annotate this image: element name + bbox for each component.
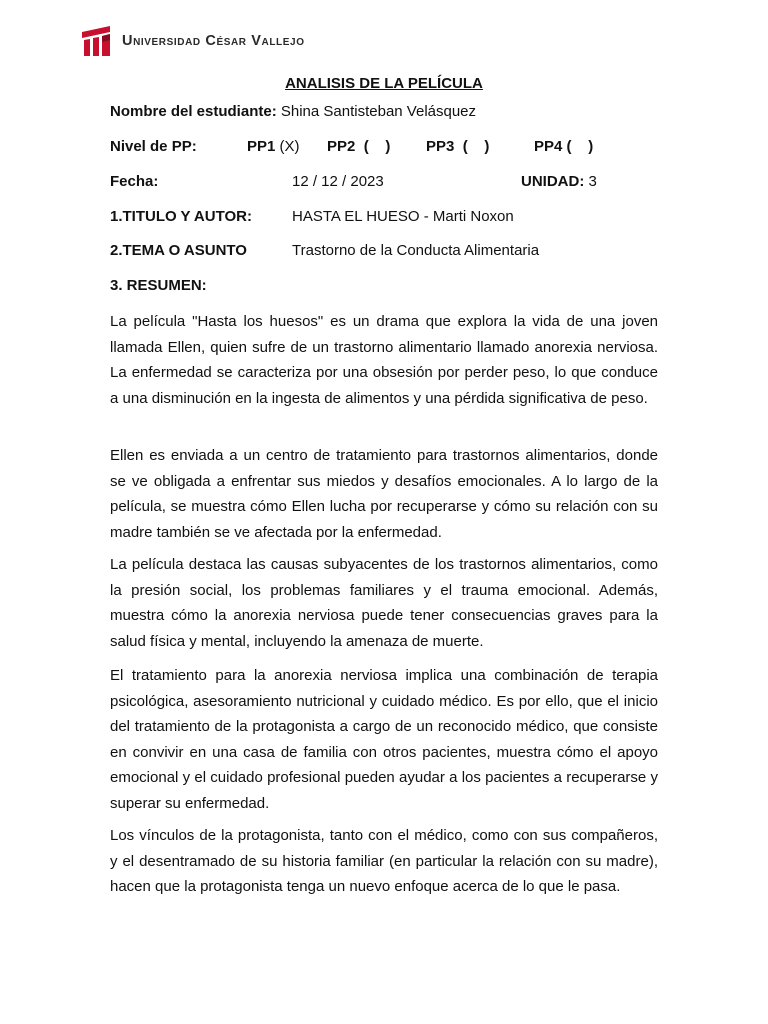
title-author-label: 1.TITULO Y AUTOR: (110, 208, 252, 225)
pp3-mark: ( ) (454, 138, 490, 155)
pp2-option (327, 138, 390, 156)
university-logo (80, 22, 305, 60)
pp3-option (426, 138, 489, 156)
level-label: Nivel de PP: (110, 138, 197, 155)
pp1-mark: (X) (275, 138, 300, 155)
date-value: 12 / 12 / 2023 (292, 173, 384, 190)
pp1-option (247, 138, 300, 156)
pp2-label: PP2 (327, 138, 356, 155)
summary-paragraph: La película "Hasta los huesos" es un drama que explora la vida de una joven llamada Ellen, quien sufre de un trastorno alimentario llamado anorexia nerviosa. La enfermedad se caracteriza por una obsesión por perder peso, lo que conduce a una disminución en la ingesta de alimentos y una pérdida significativa de peso. (110, 313, 658, 407)
pp2-mark: ( ) (355, 138, 391, 155)
unit-label: UNIDAD: (521, 173, 585, 190)
topic-label: 2.TEMA O ASUNTO (110, 242, 247, 259)
summary-paragraph: Los vínculos de la protagonista, tanto con el médico, como con sus compañeros, y el desentramado de su historia familiar (en particular la relación con su madre), hacen que la protagonista tenga un nuevo enfoque acerca de lo que le pasa. (110, 827, 658, 895)
summary-paragraph: El tratamiento para la anorexia nerviosa implica una combinación de terapia psicológica, asesoramiento nutricional y cuidado médico. Es por ello, que el inicio del tratamiento de la protagonista a cargo de un reconocido médico, que consiste en convivir en una casa de familia con otros pacientes, muestra cómo el apoyo emocional y el cuidado profesional pueden ayudar a los pacientes a recuperarse y superar su enfermedad. (110, 667, 658, 812)
document-title: ANALISIS DE LA PELÍCULA (285, 75, 483, 92)
ucv-logo-icon (80, 24, 114, 58)
summary-paragraph: La película destaca las causas subyacentes de los trastornos alimentarios, como la presión social, los problemas familiares y el trauma emocional. Además, muestra cómo la anorexia nerviosa puede tener consecuencias graves para la salud física y mental, incluyendo la amenaza de muerte. (110, 556, 658, 650)
summary-paragraph: Ellen es enviada a un centro de tratamiento para trastornos alimentarios, donde se ve obligada a enfrentar sus miedos y desafíos emocionales. A lo largo de la película, se muestra cómo Ellen lucha por recuperarse y cómo su relación con su madre también se ve afectada por la enfermedad. (110, 447, 658, 541)
unit-row (521, 173, 597, 191)
student-value: Shina Santisteban Velásquez (276, 103, 477, 120)
pp1-label: PP1 (247, 138, 276, 155)
student-label: Nombre del estudiante: (110, 103, 277, 120)
title-author-value: HASTA EL HUESO - Marti Noxon (292, 208, 514, 225)
student-row (110, 103, 476, 121)
pp3-label: PP3 (426, 138, 455, 155)
date-label: Fecha: (110, 173, 159, 190)
university-name: Universidad César Vallejo (122, 33, 305, 49)
summary-heading: 3. RESUMEN: (110, 277, 207, 294)
unit-value: 3 (584, 173, 597, 190)
pp4-option (534, 138, 593, 156)
pp4-label: PP4 (534, 138, 563, 155)
pp4-mark: ( ) (562, 138, 594, 155)
topic-value: Trastorno de la Conducta Alimentaria (292, 242, 540, 259)
